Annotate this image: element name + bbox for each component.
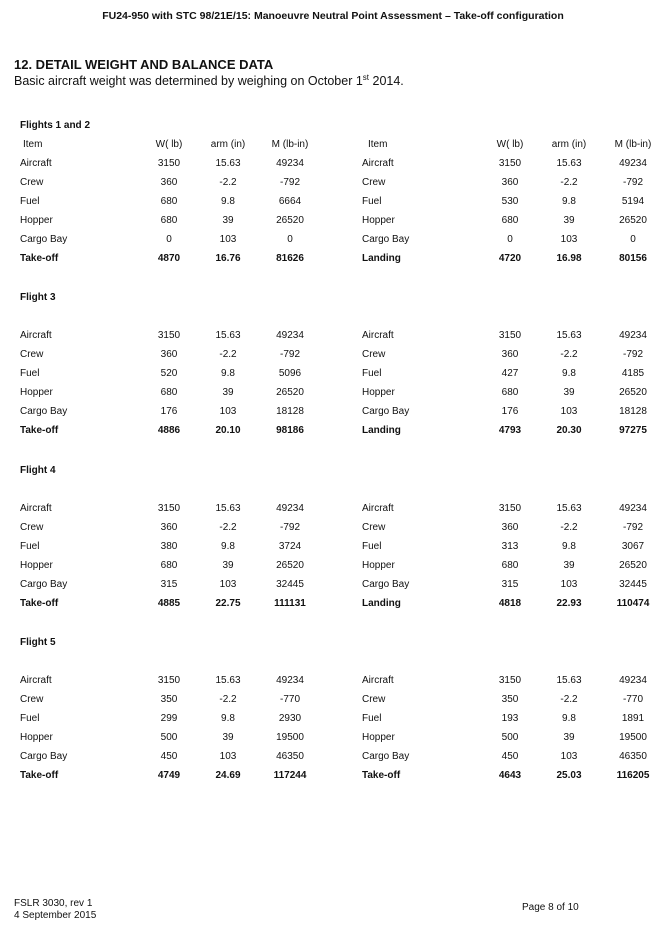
moment-value: -792 <box>279 177 300 188</box>
item-label: Take-off <box>20 598 59 609</box>
moment-value: 1891 <box>621 713 645 724</box>
column-header-item: Item <box>368 139 388 150</box>
weight-value: 350 <box>501 694 519 705</box>
weight-value: 4886 <box>157 425 181 436</box>
weight-value: 427 <box>501 368 519 379</box>
total-row <box>20 594 660 613</box>
flight-block <box>20 288 660 440</box>
moment-value: 26520 <box>619 215 647 226</box>
item-label: Crew <box>362 522 386 533</box>
arm-value: -2.2 <box>560 522 578 533</box>
moment-value: 2930 <box>278 713 302 724</box>
arm-value: 9.8 <box>562 541 576 552</box>
arm-value: 103 <box>219 751 237 762</box>
item-label: Cargo Bay <box>362 579 410 590</box>
moment-value: -792 <box>279 522 300 533</box>
total-row <box>20 421 660 440</box>
column-header-moment: M (lb-in) <box>271 139 309 150</box>
moment-value: -770 <box>279 694 300 705</box>
arm-value: 9.8 <box>221 196 235 207</box>
moment-value: 46350 <box>276 751 304 762</box>
moment-value: 32445 <box>276 579 304 590</box>
arm-value: 16.76 <box>215 253 241 264</box>
footer-page-number: Page 8 of 10 <box>522 902 579 913</box>
item-label: Aircraft <box>362 330 394 341</box>
weight-value: 360 <box>160 349 178 360</box>
moment-value: 49234 <box>276 158 304 169</box>
item-label: Aircraft <box>362 675 394 686</box>
weight-value: 176 <box>501 406 519 417</box>
arm-value: -2.2 <box>219 694 237 705</box>
item-label: Cargo Bay <box>20 234 68 245</box>
weight-value: 360 <box>160 522 178 533</box>
item-label: Aircraft <box>20 503 52 514</box>
item-label: Crew <box>362 694 386 705</box>
item-label: Cargo Bay <box>362 751 410 762</box>
arm-value: 103 <box>219 234 237 245</box>
weight-value: 0 <box>166 234 172 245</box>
weight-value: 313 <box>501 541 519 552</box>
item-label: Aircraft <box>20 158 52 169</box>
item-label: Hopper <box>20 215 53 226</box>
item-label: Crew <box>20 522 44 533</box>
weight-value: 315 <box>160 579 178 590</box>
moment-value: 111131 <box>274 598 306 609</box>
table-row <box>20 345 660 364</box>
moment-value: 97275 <box>619 425 647 436</box>
weight-value: 3150 <box>498 158 522 169</box>
table-row <box>20 230 660 249</box>
item-label: Cargo Bay <box>362 234 410 245</box>
item-label: Fuel <box>362 713 382 724</box>
moment-value: 19500 <box>619 732 647 743</box>
arm-value: 39 <box>563 215 575 226</box>
weight-value: 4749 <box>157 770 181 781</box>
arm-value: 39 <box>563 387 575 398</box>
item-label: Take-off <box>20 425 59 436</box>
arm-value: 39 <box>563 732 575 743</box>
intro-text-end: 2014. <box>369 74 404 88</box>
moment-value: 116205 <box>616 770 650 781</box>
weight-value: 4720 <box>498 253 522 264</box>
item-label: Crew <box>362 349 386 360</box>
weight-value: 0 <box>507 234 513 245</box>
weight-value: 500 <box>160 732 178 743</box>
spacer-row <box>20 652 660 671</box>
weight-value: 450 <box>160 751 178 762</box>
item-label: Take-off <box>20 770 59 781</box>
weight-value: 680 <box>501 215 519 226</box>
intro-text <box>14 74 404 88</box>
flight-title: Flights 1 and 2 <box>20 120 91 131</box>
item-label: Landing <box>362 598 401 609</box>
item-label: Aircraft <box>20 330 52 341</box>
moment-value: 32445 <box>619 579 647 590</box>
weight-value: 350 <box>160 694 178 705</box>
weight-value: 4885 <box>157 598 181 609</box>
moment-value: 117244 <box>273 770 307 781</box>
arm-value: 9.8 <box>221 368 235 379</box>
table-row <box>20 499 660 518</box>
weight-value: 4793 <box>498 425 522 436</box>
item-label: Fuel <box>20 541 40 552</box>
moment-value: 49234 <box>619 330 647 341</box>
table-row <box>20 728 660 747</box>
weight-value: 360 <box>501 349 519 360</box>
arm-value: 15.63 <box>215 675 241 686</box>
moment-value: 80156 <box>619 253 647 264</box>
arm-value: 24.69 <box>215 770 241 781</box>
item-label: Fuel <box>20 713 40 724</box>
table-row <box>20 575 660 594</box>
spacer-row <box>20 480 660 499</box>
arm-value: 39 <box>563 560 575 571</box>
arm-value: 15.63 <box>215 330 241 341</box>
arm-value: -2.2 <box>219 522 237 533</box>
weight-value: 176 <box>160 406 178 417</box>
arm-value: 20.30 <box>556 425 582 436</box>
item-label: Cargo Bay <box>20 406 68 417</box>
column-header-arm: arm (in) <box>551 139 587 150</box>
moment-value: 49234 <box>619 503 647 514</box>
arm-value: 9.8 <box>221 713 235 724</box>
weight-value: 3150 <box>498 330 522 341</box>
footer-date: 4 September 2015 <box>14 910 97 921</box>
moment-value: 0 <box>630 234 636 245</box>
arm-value: 103 <box>560 579 578 590</box>
arm-value: 103 <box>219 406 237 417</box>
moment-value: 49234 <box>276 675 304 686</box>
moment-value: -792 <box>622 177 643 188</box>
moment-value: 4185 <box>621 368 645 379</box>
moment-value: 49234 <box>276 330 304 341</box>
item-label: Cargo Bay <box>20 751 68 762</box>
moment-value: 0 <box>287 234 293 245</box>
footer-left <box>14 898 96 922</box>
arm-value: 39 <box>222 387 234 398</box>
item-label: Take-off <box>362 770 401 781</box>
column-header-item: Item <box>23 139 43 150</box>
item-label: Take-off <box>20 253 59 264</box>
item-label: Crew <box>20 694 44 705</box>
weight-value: 360 <box>160 177 178 188</box>
item-label: Landing <box>362 253 401 264</box>
moment-value: 26520 <box>276 387 304 398</box>
item-label: Cargo Bay <box>20 579 68 590</box>
table-row <box>20 556 660 575</box>
moment-value: 18128 <box>619 406 647 417</box>
weight-value: 3150 <box>157 158 181 169</box>
arm-value: 103 <box>560 406 578 417</box>
moment-value: 110474 <box>616 598 650 609</box>
table-row <box>20 326 660 345</box>
weight-value: 450 <box>501 751 519 762</box>
column-header-arm: arm (in) <box>210 139 246 150</box>
moment-value: 3724 <box>278 541 302 552</box>
table-row <box>20 709 660 728</box>
moment-value: 19500 <box>276 732 304 743</box>
weight-value: 680 <box>160 196 178 207</box>
item-label: Fuel <box>362 196 382 207</box>
arm-value: -2.2 <box>219 349 237 360</box>
weight-value: 4643 <box>498 770 522 781</box>
moment-value: 26520 <box>619 560 647 571</box>
table-row <box>20 690 660 709</box>
item-label: Aircraft <box>362 158 394 169</box>
table-row <box>20 192 660 211</box>
item-label: Hopper <box>362 560 395 571</box>
column-header-weight: W( lb) <box>496 139 524 150</box>
weight-value: 315 <box>501 579 519 590</box>
arm-value: 22.75 <box>215 598 241 609</box>
moment-value: 18128 <box>276 406 304 417</box>
item-label: Crew <box>20 177 44 188</box>
moment-value: 26520 <box>276 560 304 571</box>
total-row <box>20 766 660 785</box>
moment-value: -792 <box>622 522 643 533</box>
item-label: Hopper <box>362 732 395 743</box>
item-label: Crew <box>20 349 44 360</box>
arm-value: 39 <box>222 215 234 226</box>
table-row <box>20 383 660 402</box>
moment-value: 3067 <box>621 541 645 552</box>
moment-value: 98186 <box>276 425 304 436</box>
arm-value: 16.98 <box>556 253 582 264</box>
arm-value: -2.2 <box>560 177 578 188</box>
item-label: Hopper <box>362 215 395 226</box>
weight-value: 500 <box>501 732 519 743</box>
weight-value: 3150 <box>498 503 522 514</box>
moment-value: 46350 <box>619 751 647 762</box>
flight-title: Flight 5 <box>20 637 56 648</box>
moment-value: -770 <box>622 694 643 705</box>
item-label: Crew <box>362 177 386 188</box>
arm-value: 20.10 <box>215 425 241 436</box>
item-label: Landing <box>362 425 401 436</box>
item-label: Fuel <box>362 541 382 552</box>
spacer-row <box>20 307 660 326</box>
weight-value: 193 <box>501 713 519 724</box>
arm-value: -2.2 <box>560 694 578 705</box>
weight-value: 4870 <box>157 253 181 264</box>
item-label: Fuel <box>20 196 40 207</box>
weight-value: 520 <box>160 368 178 379</box>
weight-value: 680 <box>160 560 178 571</box>
item-label: Hopper <box>20 387 53 398</box>
arm-value: 15.63 <box>215 158 241 169</box>
table-row <box>20 537 660 556</box>
item-label: Hopper <box>362 387 395 398</box>
weight-value: 680 <box>160 215 178 226</box>
arm-value: 15.63 <box>556 158 582 169</box>
arm-value: 103 <box>219 579 237 590</box>
moment-value: 6664 <box>278 196 302 207</box>
table-row <box>20 671 660 690</box>
item-label: Fuel <box>362 368 382 379</box>
arm-value: 15.63 <box>556 675 582 686</box>
arm-value: 103 <box>560 751 578 762</box>
weight-value: 360 <box>501 177 519 188</box>
intro-text-superscript: st <box>362 72 370 82</box>
arm-value: 39 <box>222 560 234 571</box>
flight-block <box>20 461 660 613</box>
arm-value: -2.2 <box>219 177 237 188</box>
arm-value: 22.93 <box>556 598 582 609</box>
table-row <box>20 211 660 230</box>
weight-value: 299 <box>160 713 178 724</box>
flight-block <box>20 116 660 268</box>
total-row <box>20 249 660 268</box>
moment-value: 49234 <box>276 503 304 514</box>
table-row <box>20 402 660 421</box>
arm-value: 103 <box>560 234 578 245</box>
flight-block <box>20 633 660 785</box>
page-header: FU24-950 with STC 98/21E/15: Manoeuvre Neutral Point Assessment – Take-off configuration <box>102 10 564 22</box>
item-label: Cargo Bay <box>362 406 410 417</box>
item-label: Fuel <box>20 368 40 379</box>
table-row <box>20 364 660 383</box>
moment-value: 5194 <box>621 196 645 207</box>
table-row <box>20 173 660 192</box>
moment-value: -792 <box>622 349 643 360</box>
arm-value: 9.8 <box>562 196 576 207</box>
table-row <box>20 154 660 173</box>
item-label: Aircraft <box>20 675 52 686</box>
arm-value: 15.63 <box>556 330 582 341</box>
section-title: 12. DETAIL WEIGHT AND BALANCE DATA <box>14 57 274 72</box>
weight-value: 4818 <box>498 598 522 609</box>
footer-doc-ref: FSLR 3030, rev 1 <box>14 898 93 909</box>
weight-value: 380 <box>160 541 178 552</box>
table-row <box>20 518 660 537</box>
table-row <box>20 747 660 766</box>
weight-value: 680 <box>501 560 519 571</box>
intro-text-main: Basic aircraft weight was determined by weighing on October 1 <box>14 74 363 88</box>
arm-value: -2.2 <box>560 349 578 360</box>
weight-value: 3150 <box>157 330 181 341</box>
moment-value: 5096 <box>278 368 302 379</box>
weight-value: 3150 <box>498 675 522 686</box>
arm-value: 15.63 <box>556 503 582 514</box>
moment-value: 26520 <box>276 215 304 226</box>
arm-value: 9.8 <box>221 541 235 552</box>
weight-value: 3150 <box>157 503 181 514</box>
moment-value: 26520 <box>619 387 647 398</box>
column-header-weight: W( lb) <box>155 139 183 150</box>
weight-value: 680 <box>501 387 519 398</box>
weight-value: 360 <box>501 522 519 533</box>
arm-value: 9.8 <box>562 713 576 724</box>
arm-value: 9.8 <box>562 368 576 379</box>
moment-value: 81626 <box>276 253 304 264</box>
flight-title: Flight 3 <box>20 292 56 303</box>
column-header-row <box>20 135 660 154</box>
weight-value: 680 <box>160 387 178 398</box>
weight-value: 3150 <box>157 675 181 686</box>
moment-value: -792 <box>279 349 300 360</box>
flight-title: Flight 4 <box>20 465 56 476</box>
arm-value: 15.63 <box>215 503 241 514</box>
moment-value: 49234 <box>619 675 647 686</box>
item-label: Aircraft <box>362 503 394 514</box>
column-header-moment: M (lb-in) <box>614 139 652 150</box>
item-label: Hopper <box>20 560 53 571</box>
item-label: Hopper <box>20 732 53 743</box>
arm-value: 25.03 <box>556 770 582 781</box>
arm-value: 39 <box>222 732 234 743</box>
moment-value: 49234 <box>619 158 647 169</box>
weight-value: 530 <box>501 196 519 207</box>
